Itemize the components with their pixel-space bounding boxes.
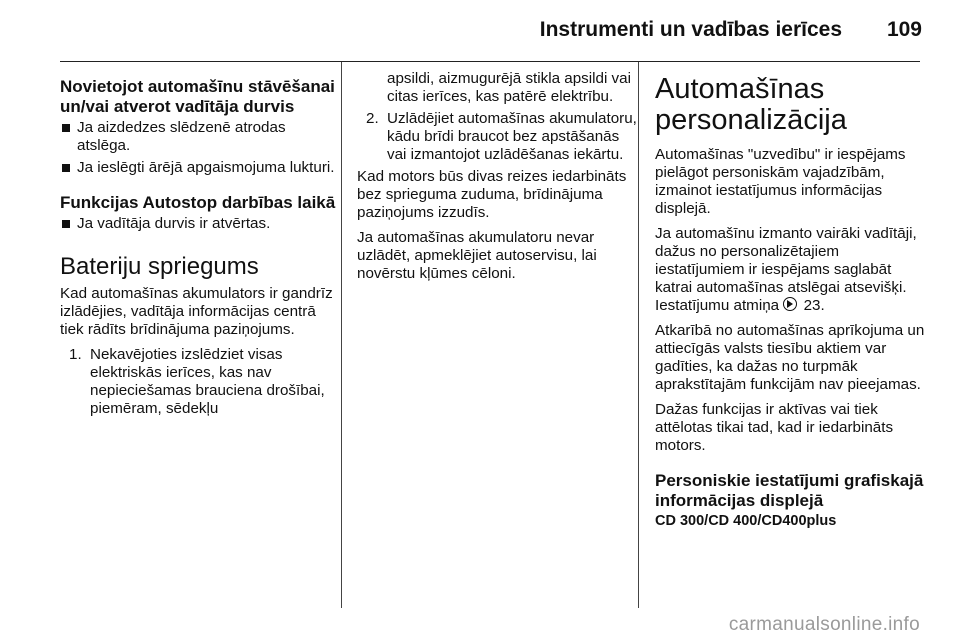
list-continuation: apsildi, aizmugurējā stikla apsildi vai citas ierīces, kas patērē elektrību. xyxy=(387,70,631,105)
column-left xyxy=(60,70,342,422)
square-bullet-icon xyxy=(62,124,70,132)
paragraph: Atkarībā no automašīnas aprīkojuma un attiecīgās valsts tiesību aktiem var gadīties, ka dažas no turpmāk aprakstītajām funkcijām nav pieejamas. xyxy=(655,322,925,393)
paragraph: Dažas funkcijas ir aktīvas vai tiek attēlotas tikai tad, kad ir iedarbināts motors. xyxy=(655,401,894,454)
paragraph: Ja automašīnas akumulatoru nevar uzlādēt, apmeklējiet autoservisu, lai novērstu kļūmes cēloni. xyxy=(357,229,597,282)
list-number: 1. xyxy=(69,346,82,363)
subsection-title-settings: Personiskie iestatījumi grafiskajā informācijas displejā xyxy=(655,471,924,510)
page-header-title: Instrumenti un vadības ierīces xyxy=(539,18,842,41)
section-title-autostop: Funkcijas Autostop darbības laikā xyxy=(60,193,336,212)
paragraph: Kad motors būs divas reizes iedarbināts bez sprieguma zuduma, brīdinājuma paziņojums izzudīs. xyxy=(357,168,627,221)
page-number: 109 xyxy=(886,18,922,41)
column-divider-right xyxy=(638,62,639,608)
header-rule xyxy=(60,61,920,62)
battery-paragraph: Kad automašīnas akumulators ir gandrīz izlādējies, vadītāja informācijas centrā tiek rādīts brīdinājuma paziņojums. xyxy=(60,285,333,338)
numbered-item xyxy=(60,346,342,418)
bullet-text: Ja ieslēgti ārējā apgaismojuma lukturi. xyxy=(77,159,335,176)
paragraph xyxy=(655,225,925,315)
section-title-parking: Novietojot automašīnu stāvēšanai un/vai atverot vadītāja durvis xyxy=(60,77,335,116)
page-header xyxy=(0,0,960,62)
numbered-item xyxy=(357,110,637,164)
square-bullet-icon xyxy=(62,220,70,228)
list-number: 2. xyxy=(366,110,379,127)
section-title-battery: Bateriju spriegums xyxy=(60,253,259,280)
square-bullet-icon xyxy=(62,164,70,172)
list-text: Nekavējoties izslēdziet visas elektriskās ierīces, kas nav nepieciešamas brauciena drošībai, piemēram, sēdekļu xyxy=(90,346,325,417)
bullet-item xyxy=(60,119,342,155)
column-middle xyxy=(357,70,637,290)
section-title-personalization: Automašīnas personalizācija xyxy=(655,73,847,136)
bullet-text: Ja vadītāja durvis ir atvērtas. xyxy=(77,215,271,232)
bullet-item xyxy=(60,215,342,233)
paragraph: Automašīnas "uzvedību" ir iespējams pielāgot personiskām vajadzībām, izmainot iestatījumus informācijas displejā. xyxy=(655,146,906,217)
page-reference[interactable]: 23. xyxy=(803,297,825,314)
list-text: Uzlādējiet automašīnas akumulatoru, kādu brīdi braucot bez apstāšanās vai izmantojot uzlādēšanas iekārtu. xyxy=(387,110,637,163)
column-right xyxy=(655,70,925,534)
bullet-text: Ja aizdedzes slēdzenē atrodas atslēga. xyxy=(77,119,286,154)
bullet-item xyxy=(60,159,342,177)
subsection-subtitle: CD 300/CD 400/CD400plus xyxy=(655,513,837,529)
watermark-text: carmanualsonline.info xyxy=(728,614,920,635)
paragraph-text: Ja automašīnu izmanto vairāki vadītāji, dažus no personalizētajiem iestatījumiem ir iespējams saglabāt katrai automašīnas atslēgai atsevišķi. Iestatījumu atmiņa xyxy=(655,225,917,314)
cross-reference-arrow-icon xyxy=(783,297,797,311)
